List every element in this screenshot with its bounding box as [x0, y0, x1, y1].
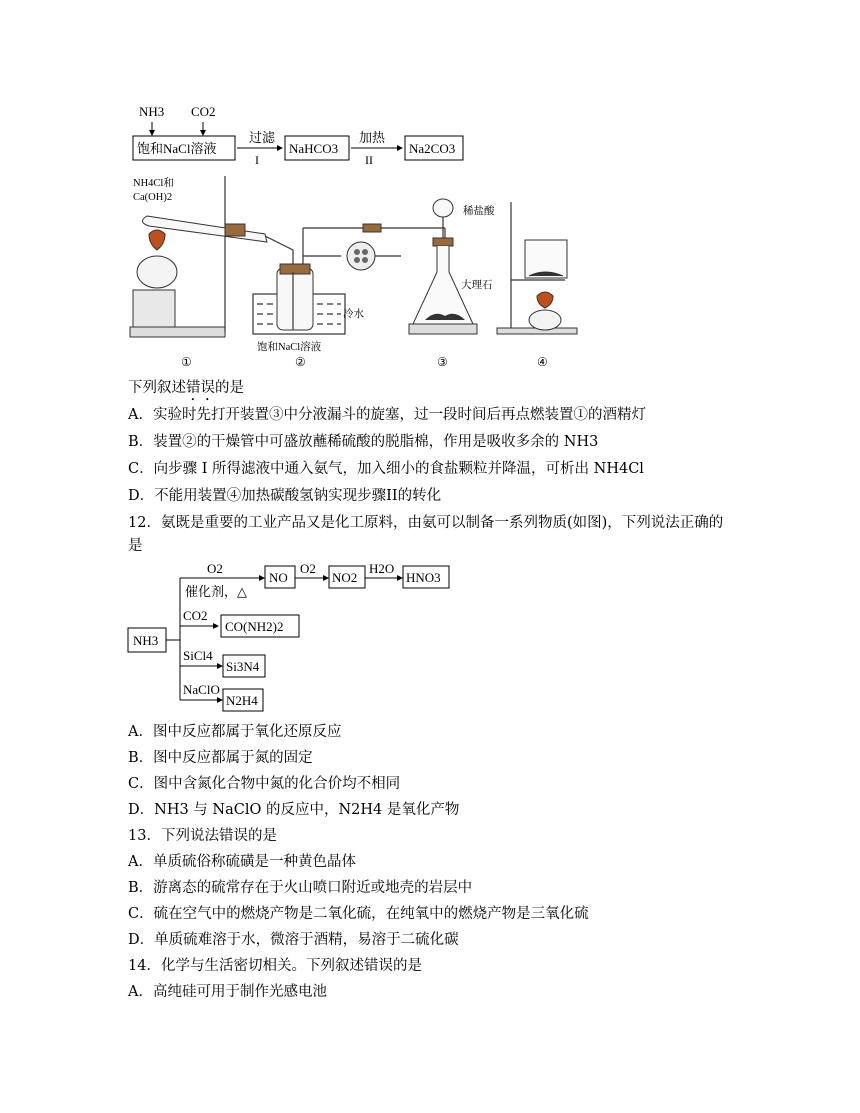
flow-step1-bottom: I: [255, 153, 259, 167]
svg-text:CO(NH2)2: CO(NH2)2: [225, 619, 284, 634]
flow-box-na2co3: Na2CO3: [409, 141, 456, 156]
ammonia-reaction-diagram: [125, 560, 465, 720]
q13-option-a: A．单质硫俗称硫磺是一种黄色晶体: [128, 854, 356, 870]
q12-option-b: B．图中反应都属于氮的固定: [128, 750, 313, 766]
svg-text:Si3N4: Si3N4: [226, 659, 260, 674]
q13-option-d: D．单质硫难溶于水，微溶于酒精，易溶于二硫化碳: [128, 932, 459, 948]
q13-option-b: B．游离态的硫常存在于火山喷口附近或地壳的岩层中: [128, 880, 473, 896]
apparatus-number-1: ①: [181, 355, 192, 369]
svg-text:N2H4: N2H4: [226, 693, 258, 708]
q11-option-c: C．向步骤 I 所得滤液中通入氨气，加入细小的食盐颗粒并降温，可析出 NH4Cl: [128, 461, 644, 477]
svg-text:催化剂，△: 催化剂，△: [185, 584, 247, 599]
q13-stem: 13．下列说法错误的是: [128, 828, 277, 844]
q12-stem-line1: 12．氨既是重要的工业产品又是化工原料，由氨可以制备一系列物质(如图)，下列说法正确的: [128, 515, 724, 531]
q11-option-a: A．实验时先打开装置③中分液漏斗的旋塞，过一段时间后再点燃装置①的酒精灯: [128, 407, 646, 423]
apparatus-3-flask: [409, 199, 495, 334]
flow-co2-label: CO2: [191, 104, 216, 119]
q12-option-d: D．NH3 与 NaClO 的反应中，N2H4 是氧化产物: [128, 802, 460, 818]
q12-option-c: C．图中含氮化合物中氮的化合价均不相同: [128, 776, 401, 792]
flow-box-nacl: 饱和NaCl溶液: [137, 141, 217, 156]
q11-stem: 下列叙述错误的是: [128, 380, 244, 396]
svg-text:SiCl4: SiCl4: [183, 648, 213, 663]
q14-stem: 14．化学与生活密切相关。下列叙述错误的是: [128, 958, 422, 974]
q13-option-c: C．硫在空气中的燃烧产物是二氧化硫，在纯氧中的燃烧产物是三氧化硫: [128, 906, 589, 922]
svg-text:O2: O2: [300, 561, 316, 576]
svg-text:Ca(OH)2: Ca(OH)2: [133, 192, 173, 203]
svg-text:CO2: CO2: [183, 608, 208, 623]
q11-option-b: B．装置②的干燥管中可盛放蘸稀硫酸的脱脂棉，作用是吸收多余的 NH3: [128, 434, 599, 450]
q12-option-a: A．图中反应都属于氧化还原反应: [128, 724, 342, 740]
svg-text:H2O: H2O: [369, 561, 395, 576]
q11-option-d: D．不能用装置④加热碳酸氢钠实现步骤II的转化: [128, 488, 442, 504]
flow-step1-top: 过滤: [249, 130, 276, 145]
svg-text:大理石: 大理石: [461, 280, 493, 291]
svg-text:稀盐酸: 稀盐酸: [463, 206, 495, 217]
apparatus-illustration: [125, 172, 595, 372]
apparatus-1-heating-tube: [130, 176, 293, 337]
q14-option-a: A．高纯硅可用于制作光感电池: [128, 984, 327, 1000]
flow-step2-top: 加热: [359, 130, 386, 145]
svg-text:HNO3: HNO3: [406, 570, 441, 585]
svg-text:NaClO: NaClO: [183, 682, 220, 697]
apparatus-number-4: ④: [537, 355, 548, 369]
flow-box-nahco3: NaHCO3: [289, 141, 339, 156]
flow-step2-bottom: II: [365, 153, 373, 167]
nahco3-flow-diagram: [125, 100, 485, 168]
svg-text:NO2: NO2: [332, 570, 358, 585]
apparatus-number-3: ③: [437, 355, 448, 369]
svg-text:冷水: 冷水: [343, 309, 364, 320]
apparatus-4-stand: [497, 202, 577, 334]
svg-text:NH3: NH3: [133, 633, 159, 648]
q12-stem-line2: 是: [128, 538, 143, 554]
svg-text:NO: NO: [269, 570, 288, 585]
svg-text:O2: O2: [207, 561, 223, 576]
flow-nh3-label: NH3: [139, 104, 165, 119]
svg-text:NH4Cl和: NH4Cl和: [133, 178, 174, 189]
svg-text:饱和NaCl溶液: 饱和NaCl溶液: [257, 342, 322, 353]
apparatus-number-2: ②: [295, 355, 306, 369]
